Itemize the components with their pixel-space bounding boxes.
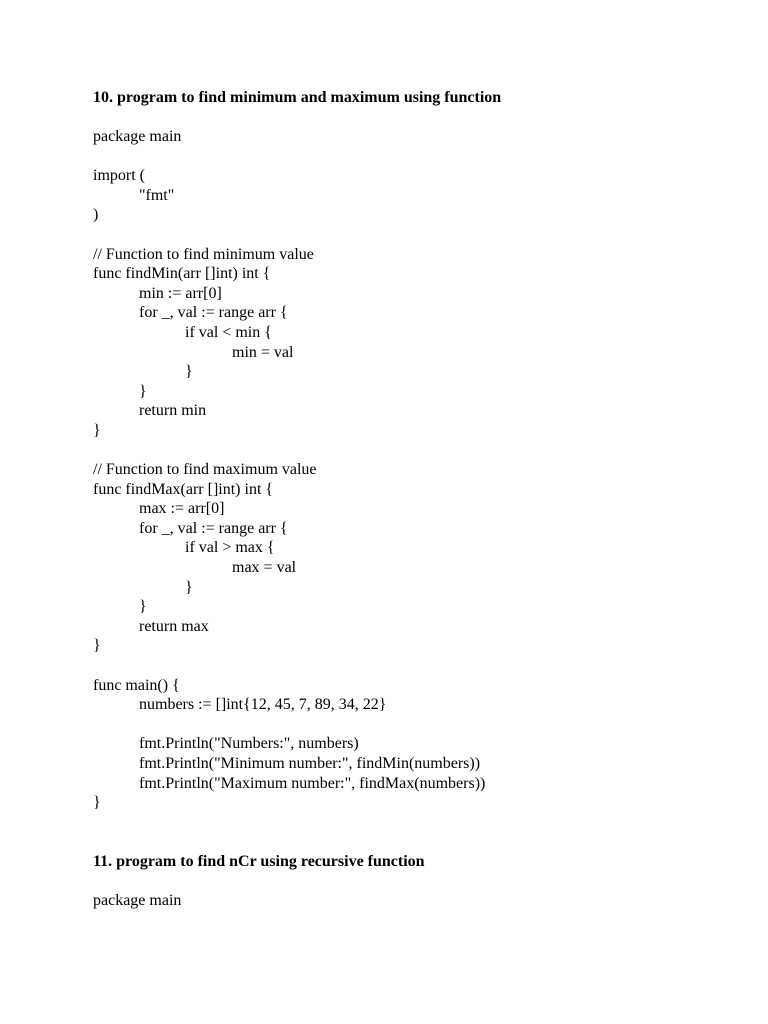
code-line: package main	[93, 892, 182, 909]
code-line: return max	[139, 617, 209, 635]
code-line	[93, 441, 485, 461]
code-line: min = val	[232, 343, 294, 361]
code-line: fmt.Println("Numbers:", numbers)	[139, 735, 359, 753]
code-line: "fmt"	[139, 186, 175, 204]
code-line: for _, val := range arr {	[139, 304, 288, 322]
code-line: // Function to find maximum value	[93, 461, 317, 479]
section-11-heading: 11. program to find nCr using recursive function	[93, 853, 425, 870]
code-line: import (	[93, 167, 145, 185]
code-line: }	[139, 598, 147, 616]
code-line: fmt.Println("Minimum number:", findMin(numbers))	[139, 755, 481, 772]
section-10-code-block	[93, 127, 485, 813]
code-line: }	[185, 578, 193, 596]
code-line	[93, 656, 485, 676]
code-line: }	[93, 421, 101, 439]
code-line: }	[93, 794, 101, 812]
code-line: numbers := []int{12, 45, 7, 89, 34, 22}	[139, 696, 387, 714]
code-line: // Function to find minimum value	[93, 245, 314, 263]
code-line: func main() {	[93, 676, 180, 694]
code-line: func findMin(arr []int) int {	[93, 265, 271, 283]
code-line: func findMax(arr []int) int {	[93, 480, 274, 498]
code-line: }	[139, 382, 147, 400]
code-line: if val > max {	[185, 539, 275, 557]
code-line: }	[93, 637, 101, 655]
code-line: min := arr[0]	[139, 284, 222, 302]
section-10-heading: 10. program to find minimum and maximum using function	[93, 89, 502, 106]
code-line: return min	[139, 402, 207, 420]
code-line: )	[93, 206, 99, 224]
section-11-code-block	[93, 891, 181, 911]
code-line: max = val	[232, 559, 297, 577]
code-line	[93, 225, 485, 245]
code-line: fmt.Println("Maximum number:", findMax(numbers))	[139, 774, 486, 792]
code-line: if val < min {	[185, 323, 272, 341]
code-line: }	[185, 363, 193, 381]
code-line	[93, 147, 485, 167]
code-line: package main	[93, 128, 182, 145]
code-line: for _, val := range arr {	[139, 519, 288, 537]
code-line: max := arr[0]	[139, 500, 225, 518]
code-line	[93, 715, 485, 735]
